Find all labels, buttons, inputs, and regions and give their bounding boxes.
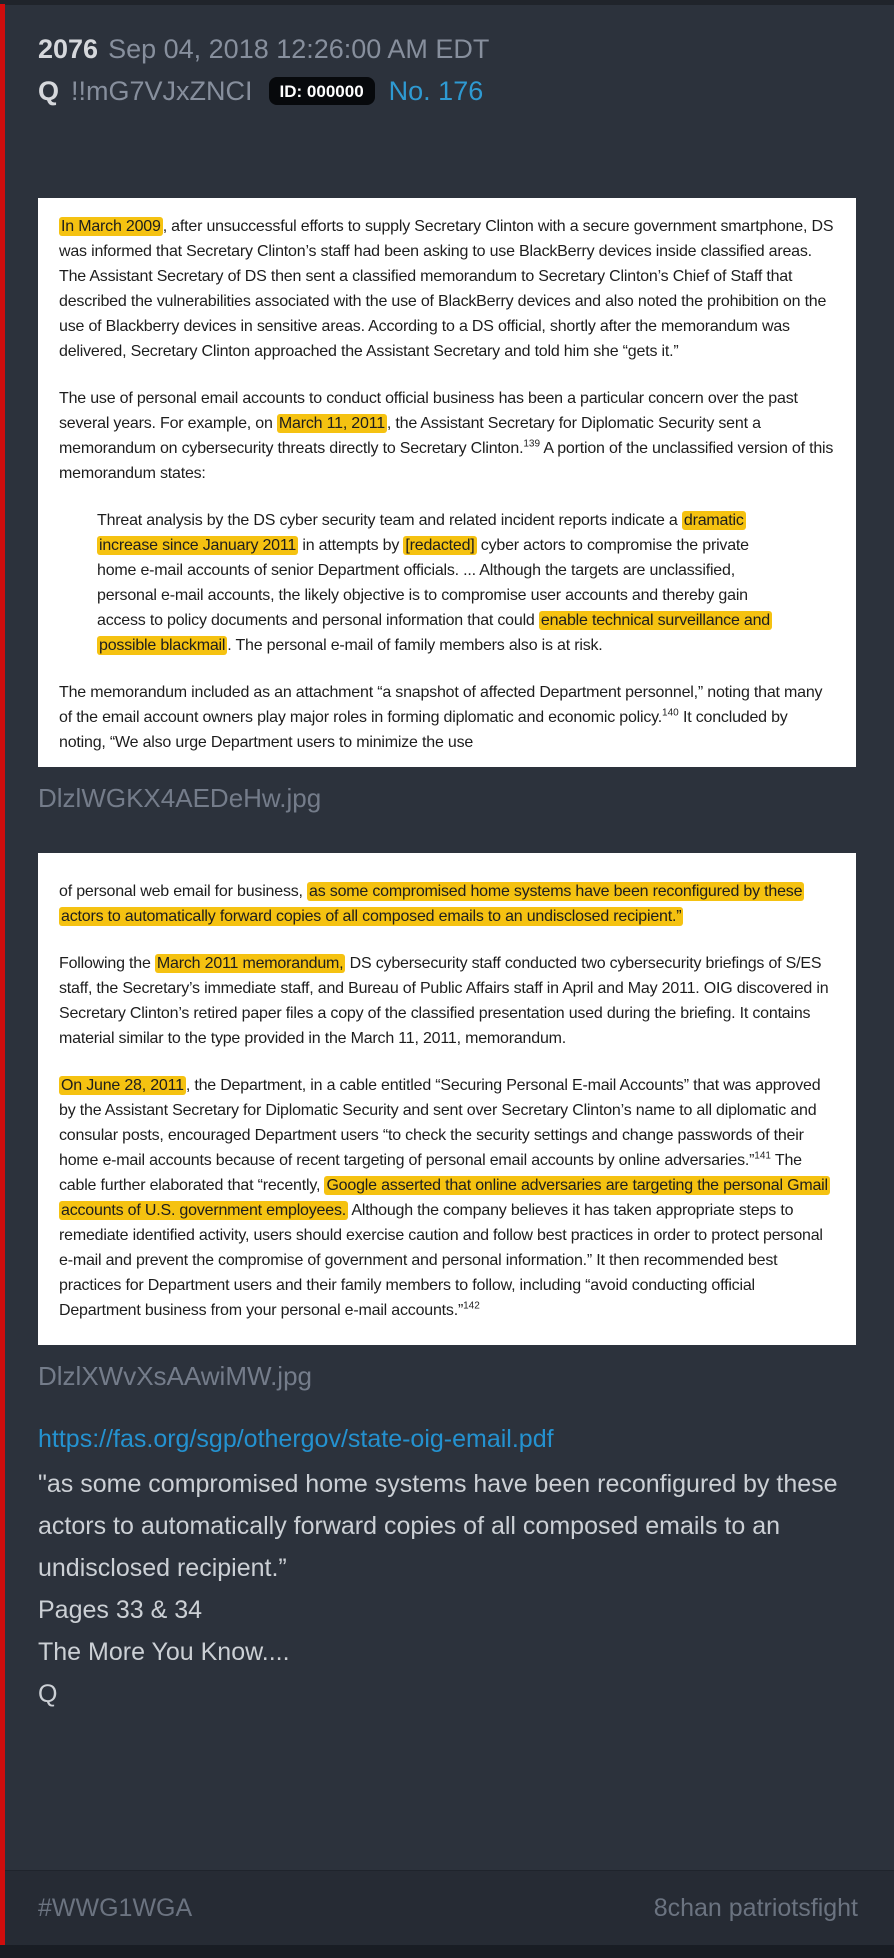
footnote-ref: 139 (523, 438, 541, 450)
attached-document-image-2[interactable] (38, 853, 856, 1345)
top-border (0, 0, 894, 5)
highlighted-text: dramatic increase since January 2011 (99, 512, 744, 554)
highlighted-text: Google asserted that online adversaries are targeting the personal Gmail accounts of U.S. government employees. (61, 1177, 828, 1219)
post-number-link[interactable]: 2076 (38, 34, 99, 64)
attached-document-image-1[interactable] (38, 198, 856, 767)
highlighted-text: [redacted] (405, 537, 475, 554)
doc-paragraph: On June 28, 2011 , the Department, in a cable entitled “Securing Personal E-mail Accounts” that was approved by the Assistant Secretary for Diplomatic Security and sent over Secretary Clinton’s name to all diplomatic and consular posts, encouraged Department users “to check the security settings and change passwords of their home e-mail accounts because of recent targeting of personal email accounts by online adversaries.”$^{141}$ The cable further elaborated that “recently, Google asserted that online adversaries are targeting the personal Gmail accounts of U.S. government employees. Although the company believes it has taken appropriate steps to remediate identified activity, users should exercise caution and follow best practices in order to protect personal e-mail and prevent the compromise of government and personal information.” It then recommended best practices for Department users and their family members to follow, including “avoid conducting official Department business from your personal e-mail accounts.”$^{142}$ (59, 1077, 828, 1319)
post-text-line: The More You Know.... (38, 1638, 290, 1666)
post-header-line1 (38, 32, 858, 66)
doc-paragraph: The use of personal email accounts to conduct official business has been a particular concern over the past several years. For example, on March 11, 2011 , the Assistant Secretary for Diplomatic Security sent a memorandum on cybersecurity threats directly to Secretary Clinton.$^{139}$ A portion of the unclassified version of this memorandum states: (59, 390, 834, 482)
post-author: Q (38, 76, 60, 106)
footer-source: 8chan patriotsfight (653, 1893, 858, 1922)
highlighted-text: March 2011 memorandum, (156, 955, 344, 972)
highlighted-text: enable technical surveillance and possible blackmail (99, 612, 771, 654)
post-header-line2 (38, 74, 858, 108)
post-ref-link[interactable]: No. 176 (388, 76, 484, 106)
doc-paragraph: The memorandum included as an attachment “a snapshot of affected Department personnel,” noting that many of the email account owners play major roles in forming diplomatic and economic policy.$^{140}$ It concluded by noting, “We also urge Department users to minimize the use (59, 684, 823, 751)
footnote-ref: 142 (463, 1300, 480, 1312)
image-filename-1[interactable]: DlzlWGKX4AEDeHw.jpg (38, 783, 322, 813)
image-filename-2[interactable]: DlzlXWvXsAAwiMW.jpg (38, 1361, 313, 1391)
post-text (38, 1463, 868, 1715)
doc-paragraph: of personal web email for business, as some compromised home systems have been reconfigured by these actors to automatically forward copies of all composed emails to an undisclosed recipient.” (59, 883, 803, 925)
bottom-border (0, 1945, 894, 1958)
post-text-line: Pages 33 & 34 (38, 1596, 203, 1624)
post-accent-bar (0, 4, 5, 1945)
post-text-line: Q (38, 1680, 58, 1708)
highlighted-text: as some compromised home systems have been reconfigured by these actors to automatically forward copies of all composed emails to an undisclosed recipient.” (61, 883, 803, 925)
doc-paragraph: In March 2009 , after unsuccessful efforts to supply Secretary Clinton with a secure government smartphone, DS was informed that Secretary Clinton’s staff had been asking to use BlackBerry devices inside classified areas. The Assistant Secretary of DS then sent a classified memorandum to Secretary Clinton’s Chief of Staff that described the vulnerabilities associated with the use of BlackBerry devices and also noted the prohibition on the use of Blackberry devices in sensitive areas. According to a DS official, shortly after the memorandum was delivered, Secretary Clinton approached the Assistant Secretary and told him she “gets it.” (59, 218, 834, 360)
post-tripcode: !!mG7VJxZNCI (71, 76, 253, 106)
highlighted-text: March 11, 2011 (278, 415, 385, 432)
pdf-link[interactable]: https://fas.org/sgp/othergov/state-oig-email.pdf (38, 1425, 554, 1453)
poster-id-badge: ID: 000000 (269, 77, 375, 105)
highlighted-text: On June 28, 2011 (61, 1077, 184, 1094)
post-footer (0, 1870, 894, 1945)
highlighted-text: In March 2009 (61, 218, 161, 235)
doc-blockquote: Threat analysis by the DS cyber security team and related incident reports indicate a dramatic increase since January 2011 in attempts by [redacted] cyber actors to compromise the private home e-mail accounts of senior Department officials. ... Although the targets are unclassified, personal e-mail accounts, the likely objective is to compromise user accounts and thereby gain access to policy documents and personal information that could enable technical surveillance and possible blackmail . The personal e-mail of family members also is at risk. (97, 512, 771, 654)
post-text-line: "as some compromised home systems have been reconfigured by these actors to automatically forward copies of all composed emails to an undisclosed recipient.” (38, 1470, 838, 1582)
footer-hashtag: #WWG1WGA (38, 1893, 193, 1922)
footnote-ref: 140 (662, 707, 679, 719)
post-timestamp: Sep 04, 2018 12:26:00 AM EDT (108, 34, 490, 64)
footnote-ref: 141 (754, 1150, 771, 1162)
doc-paragraph: Following the March 2011 memorandum, DS cybersecurity staff conducted two cybersecurity briefings of S/ES staff, the Secretary’s immediate staff, and Bureau of Public Affairs staff in April and May 2011. OIG discovered in Secretary Clinton’s retired paper files a copy of the classified presentation used during the briefing. It contains material similar to the type provided in the March 11, 2011, memorandum. (59, 955, 829, 1047)
